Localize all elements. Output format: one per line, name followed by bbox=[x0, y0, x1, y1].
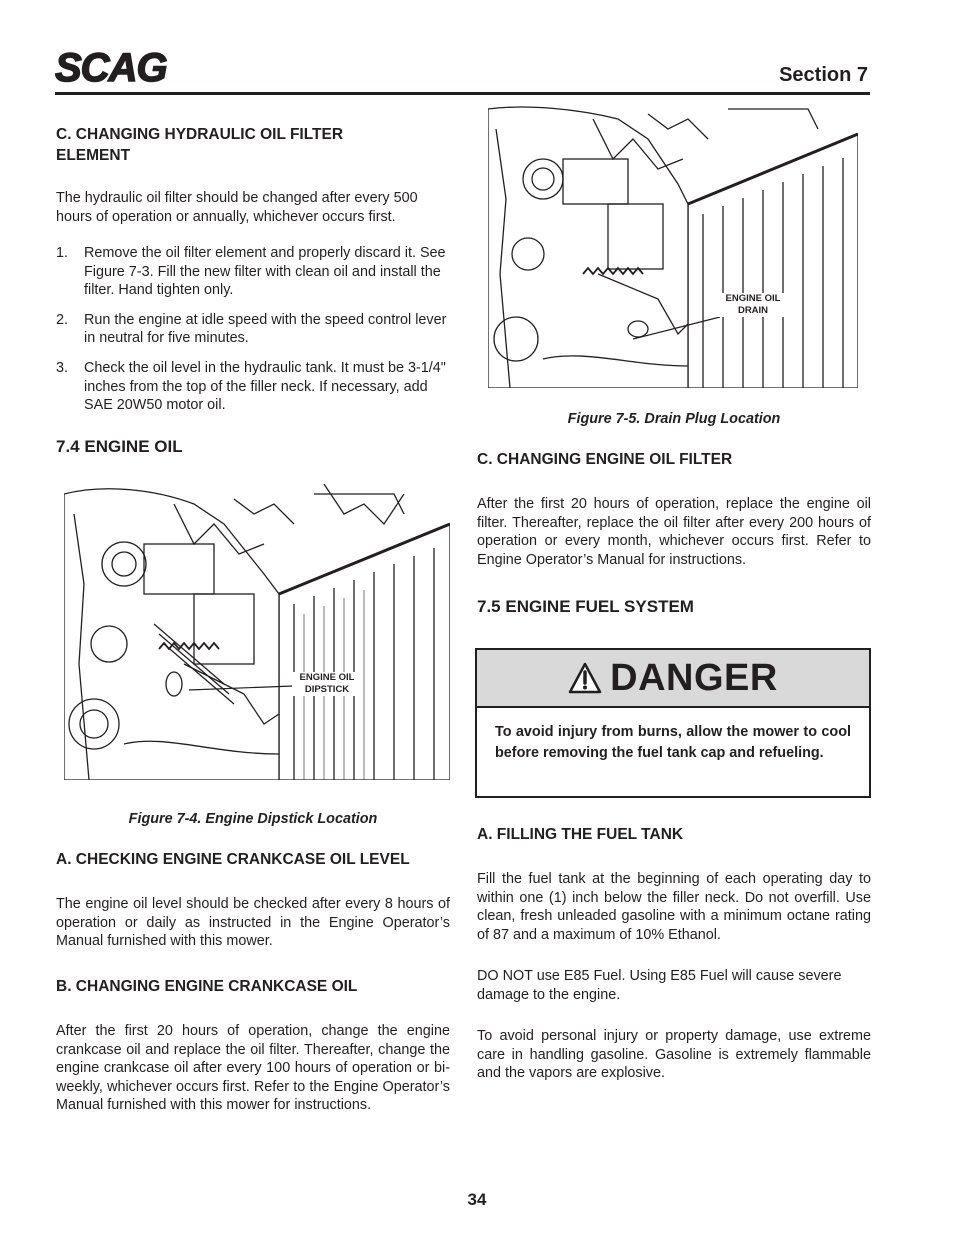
figure-7-5-illustration bbox=[488, 104, 858, 388]
hydraulic-step-2 bbox=[56, 311, 450, 348]
gasoline-caution-text: To avoid personal injury or property damage, use extreme care in handling gasoline. Gasoline is extremely flammable and the vapors are explosive. bbox=[477, 1028, 871, 1082]
header-rule bbox=[55, 92, 870, 95]
hydraulic-filter-heading-text: C. CHANGING HYDRAULIC OIL FILTER ELEMENT bbox=[56, 126, 344, 164]
hydraulic-step-1 bbox=[56, 244, 450, 300]
engine-dipstick-drawing bbox=[64, 484, 450, 780]
hydraulic-filter-heading bbox=[56, 124, 450, 166]
figure-7-4-illustration bbox=[64, 484, 450, 780]
warning-triangle-icon bbox=[568, 662, 602, 694]
changing-oil-heading-text: B. CHANGING ENGINE CRANKCASE OIL bbox=[56, 978, 358, 995]
oil-filter-text: After the first 20 hours of operation, replace the engine oil filter. Thereafter, replace the oil filter after every 200 hours of operation or every month, whichever occurs first. Refer to Engine Operator’s Manual for instructions. bbox=[477, 496, 871, 568]
filling-tank-text: Fill the fuel tank at the beginning of each operating day to within one (1) inch below the filler neck. Do not overfill. Use clean, fresh unleaded gasoline with a minimum octane rating of 87 and a maximum of 10% Ethanol. bbox=[477, 871, 871, 943]
filling-tank-heading bbox=[477, 824, 871, 845]
e85-text: DO NOT use E85 Fuel. Using E85 Fuel will cause severe damage to the engine. bbox=[477, 968, 842, 1003]
page-number: 34 bbox=[467, 1190, 487, 1209]
step-text: Check the oil level in the hydraulic tank. It must be 3-1/4" inches from the top of the filler neck. If necessary, add SAE 20W50 motor oil. bbox=[84, 359, 446, 414]
figure-7-4-caption: Figure 7-4. Engine Dipstick Location bbox=[128, 811, 378, 827]
step-text: Run the engine at idle speed with the speed control lever in neutral for five minutes. bbox=[84, 311, 447, 347]
engine-drain-drawing bbox=[488, 104, 858, 388]
checking-oil-heading-text: A. CHECKING ENGINE CRANKCASE OIL LEVEL bbox=[56, 851, 410, 868]
dipstick-callout: ENGINE OIL DIPSTICK bbox=[292, 672, 362, 696]
scag-logo-graphic bbox=[55, 47, 175, 87]
step-number: 1. bbox=[56, 245, 69, 261]
step-number: 2. bbox=[56, 311, 69, 328]
changing-oil-heading bbox=[56, 976, 450, 997]
hydraulic-steps bbox=[56, 244, 450, 415]
changing-oil-text: After the first 20 hours of operation, change the engine crankcase oil and replace the oil filter. Thereafter, change the engine crankcase oil after every 100 hours of operation or bi-weekly, whichever occurs first. Refer to the Engine Operator’s Manual furnished with this mower for instructions. bbox=[56, 1023, 450, 1114]
oil-filter-paragraph bbox=[477, 495, 871, 569]
filling-tank-heading-text: A. FILLING THE FUEL TANK bbox=[477, 826, 684, 843]
changing-oil-paragraph bbox=[56, 1022, 450, 1115]
danger-header bbox=[477, 650, 869, 708]
danger-title: DANGER bbox=[610, 656, 778, 699]
checking-oil-heading bbox=[56, 849, 450, 870]
e85-paragraph bbox=[477, 967, 871, 1004]
step-number: 3. bbox=[56, 359, 69, 376]
hydraulic-step-3 bbox=[56, 359, 450, 415]
engine-oil-heading-text: 7.4 ENGINE OIL bbox=[56, 437, 183, 456]
step-text: Remove the oil filter element and properly discard it. See Figure 7-3. Fill the new filter with clean oil and install the filter. Hand tighten only. bbox=[84, 245, 446, 299]
filling-tank-paragraph bbox=[477, 870, 871, 944]
scag-logo bbox=[55, 47, 175, 92]
engine-oil-heading bbox=[56, 437, 450, 457]
fuel-system-heading-text: 7.5 ENGINE FUEL SYSTEM bbox=[477, 597, 694, 616]
hydraulic-intro-text: The hydraulic oil filter should be changed after every 500 hours of operation or annually, whichever occurs first. bbox=[56, 190, 418, 225]
drain-callout: ENGINE OIL DRAIN bbox=[718, 293, 788, 317]
danger-message: To avoid injury from burns, allow the mower to cool before removing the fuel tank cap and refueling. bbox=[495, 724, 851, 761]
danger-warning-box bbox=[475, 648, 871, 798]
checking-oil-text: The engine oil level should be checked after every 8 hours of operation or daily as instructed in the Engine Operator’s Manual furnished with this mower. bbox=[56, 896, 450, 950]
section-title: Section 7 bbox=[779, 64, 868, 86]
oil-filter-heading-text: C. CHANGING ENGINE OIL FILTER bbox=[477, 451, 733, 468]
fuel-system-heading bbox=[477, 597, 871, 617]
figure-7-5-caption: Figure 7-5. Drain Plug Location bbox=[567, 411, 781, 427]
oil-filter-heading bbox=[477, 449, 871, 470]
hydraulic-intro bbox=[56, 189, 450, 226]
gasoline-caution-paragraph bbox=[477, 1027, 871, 1083]
checking-oil-paragraph bbox=[56, 895, 450, 951]
logo-lettering: SCAG bbox=[55, 47, 167, 87]
